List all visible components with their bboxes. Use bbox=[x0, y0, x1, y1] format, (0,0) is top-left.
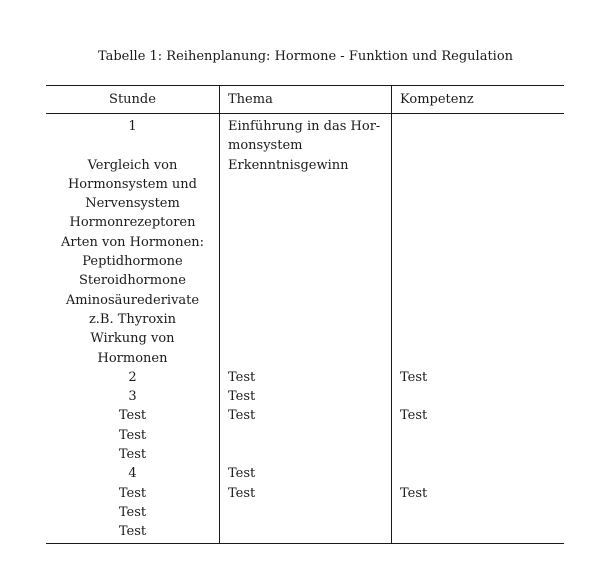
empty-cell bbox=[228, 349, 391, 368]
table-caption: Tabelle 1: Reihenplanung: Hormone - Funktion und Regulation bbox=[97, 49, 514, 64]
empty-cell bbox=[400, 310, 564, 329]
table-cell: 2 bbox=[128, 369, 137, 385]
table-cell: Test bbox=[228, 485, 256, 501]
empty-cell bbox=[400, 156, 564, 175]
table-cell: Test bbox=[228, 408, 256, 424]
empty-cell bbox=[400, 194, 564, 213]
empty-cell bbox=[228, 522, 391, 541]
table-cell: Test bbox=[400, 369, 428, 385]
empty-cell bbox=[228, 252, 391, 271]
empty-cell bbox=[400, 252, 564, 271]
empty-cell bbox=[400, 233, 564, 252]
table-cell: Steroidhormone bbox=[79, 273, 186, 289]
empty-cell bbox=[400, 329, 564, 348]
empty-cell bbox=[228, 445, 391, 464]
empty-cell bbox=[400, 175, 564, 194]
table-cell: 1 bbox=[128, 119, 137, 134]
bottom-rule bbox=[46, 543, 564, 544]
empty-cell bbox=[400, 271, 564, 290]
table-cell: Hormonrezeptoren bbox=[69, 215, 196, 231]
table-header bbox=[46, 86, 564, 113]
empty-cell bbox=[228, 310, 391, 329]
table-cell: Erkenntnisgewinn bbox=[228, 157, 349, 173]
empty-cell bbox=[228, 329, 391, 348]
empty-cell bbox=[400, 349, 564, 368]
empty-cell bbox=[228, 194, 391, 213]
empty-cell bbox=[228, 233, 391, 252]
empty-cell bbox=[400, 445, 564, 464]
empty-cell bbox=[400, 117, 564, 136]
table-cell: z.B. Thyroxin bbox=[88, 311, 177, 327]
table-cell: Aminosäurederivate bbox=[65, 292, 200, 308]
empty-cell bbox=[46, 136, 219, 155]
table-cell: Test bbox=[228, 466, 256, 482]
header-stunde: Stunde bbox=[109, 92, 156, 107]
table-cell: Arten von Hormonen: bbox=[60, 234, 205, 250]
table-cell: Test bbox=[118, 427, 147, 443]
table-cell: 3 bbox=[128, 389, 137, 405]
table-cell: Test bbox=[228, 389, 256, 405]
table-cell: Test bbox=[400, 408, 428, 424]
empty-cell bbox=[228, 503, 391, 522]
empty-cell bbox=[400, 503, 564, 522]
empty-cell bbox=[400, 464, 564, 483]
header-thema: Thema bbox=[219, 86, 391, 113]
table-cell: Test bbox=[118, 504, 147, 520]
table-cell: Test bbox=[118, 447, 147, 463]
column-thema bbox=[219, 114, 391, 543]
planning-table bbox=[46, 85, 564, 544]
column-stunde bbox=[46, 114, 219, 543]
empty-cell bbox=[228, 271, 391, 290]
empty-cell bbox=[400, 136, 564, 155]
empty-cell bbox=[228, 291, 391, 310]
empty-cell bbox=[228, 175, 391, 194]
table-cell: Nervensystem bbox=[85, 196, 180, 212]
table-cell: Test bbox=[118, 408, 147, 424]
empty-cell bbox=[228, 426, 391, 445]
empty-cell bbox=[400, 387, 564, 406]
table-cell: Vergleich von bbox=[87, 157, 178, 173]
table-cell: Test bbox=[118, 485, 147, 501]
table-cell: Einführung in das Hor- bbox=[228, 119, 381, 134]
empty-cell bbox=[400, 291, 564, 310]
empty-cell bbox=[400, 213, 564, 232]
header-kompetenz: Kompetenz bbox=[391, 86, 564, 113]
table-body bbox=[46, 114, 564, 543]
table-cell: Peptidhormone bbox=[82, 254, 183, 270]
empty-cell bbox=[228, 213, 391, 232]
table-cell: Wirkung von bbox=[90, 331, 175, 347]
table-cell: Hormonsystem und bbox=[67, 176, 198, 192]
column-kompetenz bbox=[391, 114, 564, 543]
table-cell: Test bbox=[118, 524, 147, 540]
table-cell: Hormonen bbox=[97, 350, 168, 366]
table-cell: Test bbox=[228, 369, 256, 385]
empty-cell bbox=[400, 522, 564, 541]
table-cell: monsystem bbox=[228, 138, 303, 154]
empty-cell bbox=[400, 426, 564, 445]
table-cell: 4 bbox=[128, 466, 137, 482]
table-cell: Test bbox=[400, 485, 428, 501]
